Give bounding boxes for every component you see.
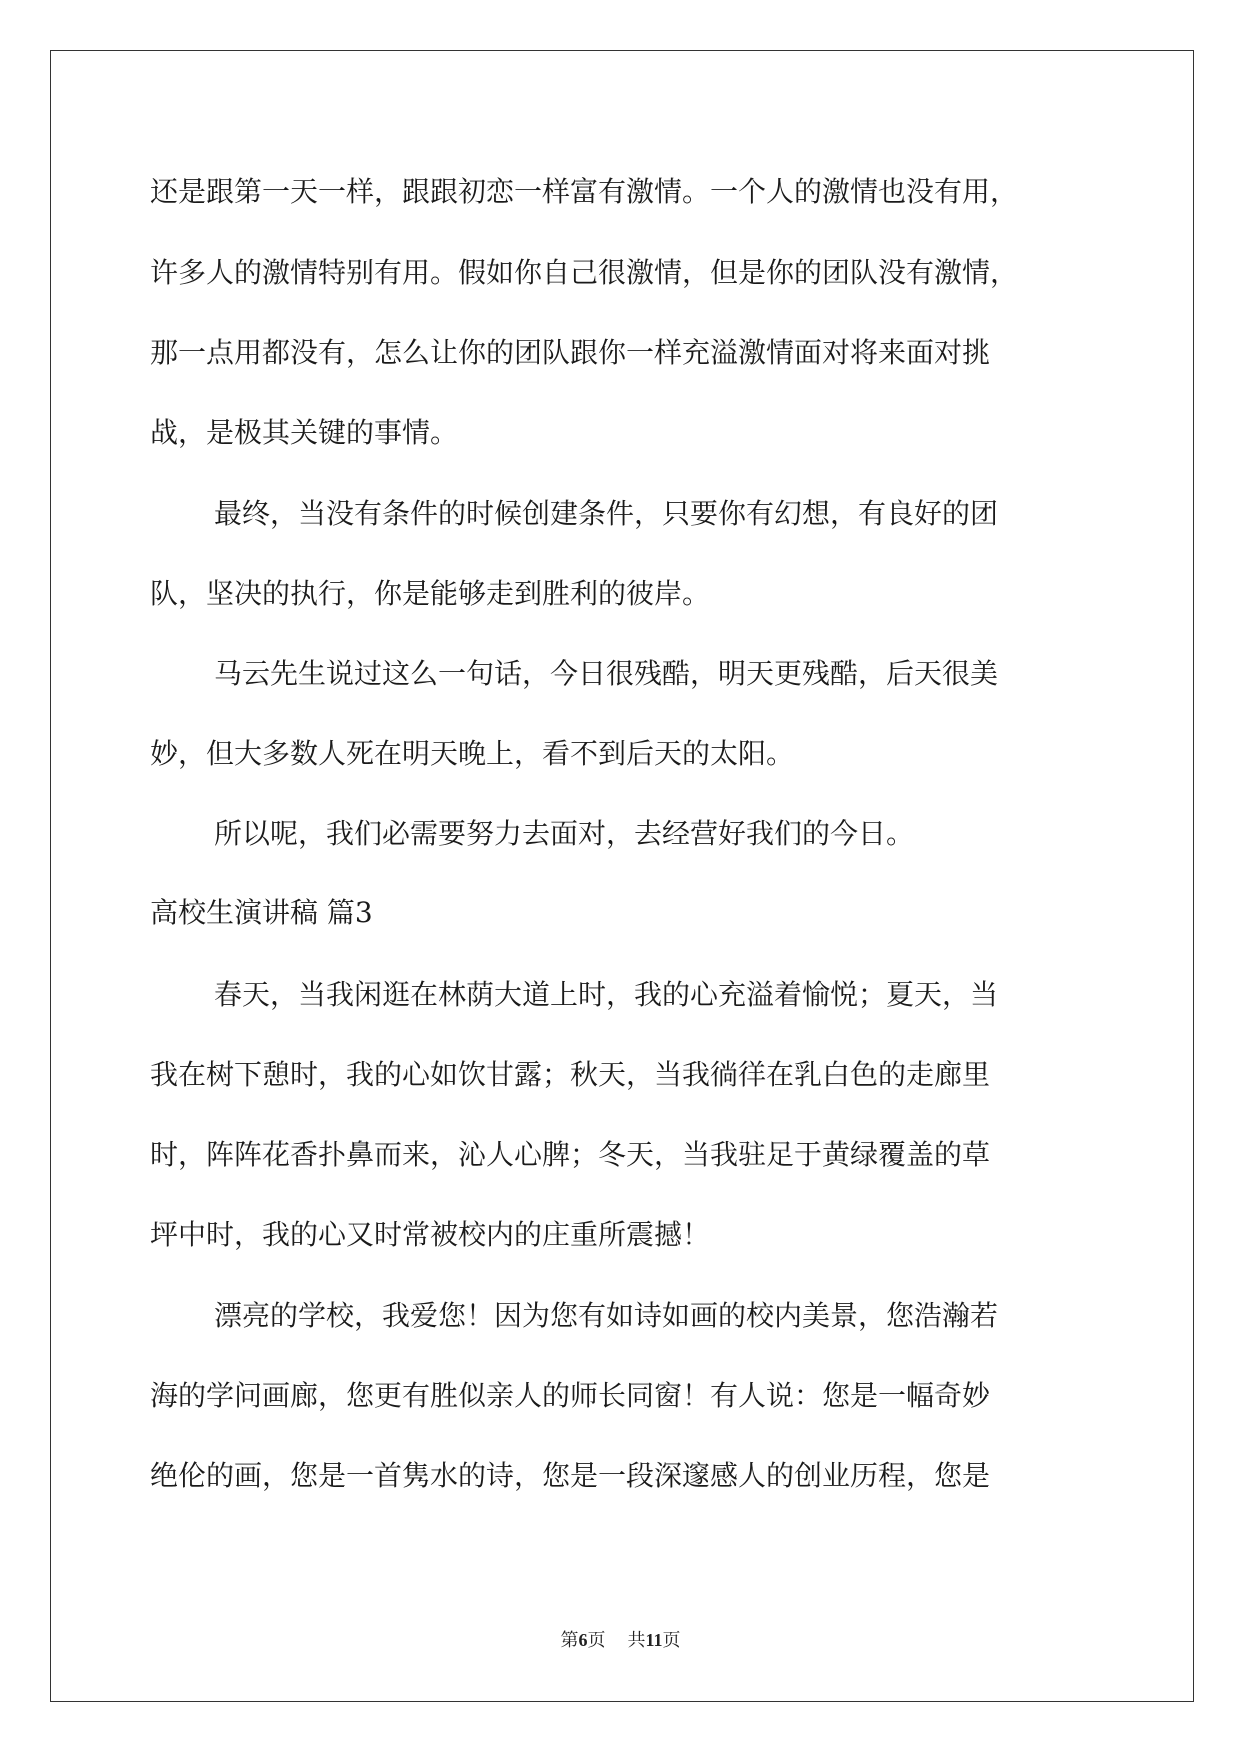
paragraph-line: 队，坚决的执行，你是能够走到胜利的彼岸。 [150, 577, 711, 610]
total-suffix: 页 [662, 1630, 681, 1650]
page-border [50, 50, 1194, 1702]
paragraph-line: 绝伦的画，您是一首隽水的诗，您是一段深邃感人的创业历程，您是 [150, 1459, 991, 1492]
paragraph-line: 海的学问画廊，您更有胜似亲人的师长同窗！有人说：您是一幅奇妙 [150, 1379, 991, 1412]
paragraph-line: 我在树下憩时，我的心如饮甘露；秋天，当我徜徉在乳白色的走廊里 [150, 1058, 991, 1091]
paragraph-line: 漂亮的学校，我爱您！因为您有如诗如画的校内美景，您浩瀚若 [214, 1299, 999, 1332]
paragraph-line: 坪中时，我的心又时常被校内的庄重所震撼！ [150, 1218, 711, 1251]
paragraph-line: 春天，当我闲逛在林荫大道上时，我的心充溢着愉悦；夏天，当 [214, 978, 999, 1011]
current-page-number: 6 [578, 1630, 588, 1650]
paragraph-line: 许多人的激情特别有用。假如你自己很激情，但是你的团队没有激情， [150, 256, 1019, 289]
page-label: 页 [587, 1630, 606, 1650]
paragraph-line: 那一点用都没有，怎么让你的团队跟你一样充溢激情面对将来面对挑 [150, 336, 991, 369]
section-heading: 高校生演讲稿 篇3 [150, 896, 373, 929]
paragraph-line: 所以呢，我们必需要努力去面对，去经营好我们的今日。 [214, 817, 915, 850]
paragraph-line: 妙，但大多数人死在明天晚上，看不到后天的太阳。 [150, 737, 795, 770]
paragraph-line: 时，阵阵花香扑鼻而来，沁人心脾；冬天，当我驻足于黄绿覆盖的草 [150, 1138, 991, 1171]
paragraph-line: 还是跟第一天一样，跟跟初恋一样富有激情。一个人的激情也没有用， [150, 175, 1019, 208]
page-prefix: 第 [560, 1630, 579, 1650]
paragraph-line: 战，是极其关键的事情。 [150, 416, 459, 449]
paragraph-line: 马云先生说过这么一句话，今日很残酷，明天更残酷，后天很美 [214, 657, 999, 690]
paragraph-line: 最终，当没有条件的时候创建条件，只要你有幻想，有良好的团 [214, 497, 999, 530]
page-footer [0, 1628, 1241, 1652]
total-page-count: 11 [645, 1630, 663, 1650]
total-prefix: 共 [627, 1630, 646, 1650]
